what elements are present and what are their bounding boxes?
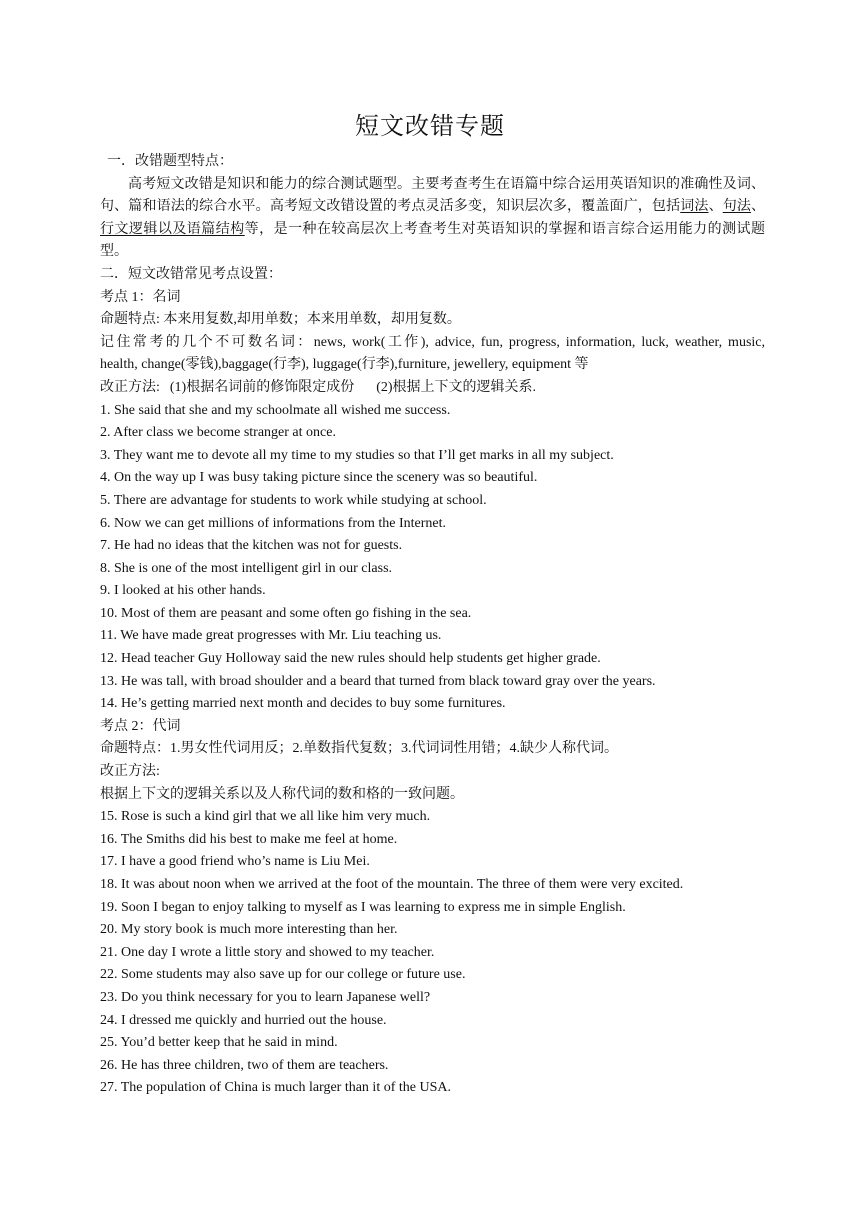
list-item: 18. It was about noon when we arrived at the foot of the mountain. The three of them were very excited. [100,877,684,892]
list-item: 19. Soon I began to enjoy talking to myself as I was learning to express me in simple English. [100,899,626,915]
section1-heading: 一．改错题型特点： [107,154,233,169]
paragraph-text-a: 高考短文改错是知识和能力的综合测试题型。主要考查考生在语篇中综合运用英语知识的准确性及词、句、篇和语法的综合水平。高考短文改错设置的考点灵活多变，知识层次多，覆盖面广，包括 [100,176,765,215]
list-item: 7. He had no ideas that the kitchen was not for guests. [100,538,403,554]
list-item: 11. We have made great progresses with Mr. Liu teaching us. [100,628,442,644]
separator: 、 [708,199,723,215]
list-item: 22. Some students may also save up for our college or future use. [100,967,466,983]
list-item: 2. After class we become stranger at once. [100,425,336,441]
list-item: 13. He was tall, with broad shoulder and a beard that turned from black toward gray over the years. [100,673,656,689]
list-item: 15. Rose is such a kind girl that we all like him very much. [100,809,431,825]
list-item: 10. Most of them are peasant and some often go fishing in the sea. [100,605,472,621]
list-item: 6. Now we can get millions of informations from the Internet. [100,515,447,531]
exercise-list-1 [100,400,765,716]
list-item: 5. There are advantage for students to work while studying at school. [100,492,487,508]
paragraph-text-b: 等，是一种在较高层次上考查考生对英语知识的掌握和语言综合运用能力的测试题型。 [100,221,766,260]
point1-method [100,377,765,400]
list-item: 20. My story book is much more interesting than her. [100,922,398,938]
underlined-term-cifa: 词法 [680,199,709,215]
underlined-term-jufa: 句法 [722,199,752,215]
list-item: 12. Head teacher Guy Holloway said the new rules should help students get higher grade. [100,651,601,667]
list-item: 4. On the way up I was busy taking picture since the scenery was so beautiful. [100,470,538,486]
list-item: 17. I have a good friend who’s name is Liu Mei. [100,854,370,870]
page-title: 短文改错专题 [355,114,505,140]
list-item: 25. You’d better keep that he said in mind. [100,1035,338,1051]
list-item: 21. One day I wrote a little story and showed to my teacher. [100,944,435,960]
uncountable-nouns-line2: health, change(零钱),baggage(行李), luggage(行李),furniture, jewellery, equipment 等 [100,357,589,373]
list-item: 1. She said that she and my schoolmate all wished me success. [100,402,451,418]
list-item: 26. He has three children, two of them are teachers. [100,1057,389,1073]
underlined-term-logic: 行文逻辑以及语篇结构 [100,221,245,237]
list-item: 24. I dressed me quickly and hurried out the house. [100,1012,387,1028]
list-item: 14. He’s getting married next month and decides to buy some furnitures. [100,696,506,712]
list-item: 8. She is one of the most intelligent girl in our class. [100,560,393,576]
list-item: 9. I looked at his other hands. [100,583,266,599]
list-item: 3. They want me to devote all my time to my studies so that I’ll get marks in all my subject. [100,447,614,463]
method-1: (1)根据名词前的修饰限定成份 [169,379,355,395]
section2-heading: 二．短文改错常见考点设置： [100,266,282,282]
section1-paragraph [100,174,765,264]
point2-method-text: 根据上下文的逻辑关系以及人称代词的数和格的一致问题。 [100,786,464,802]
list-item: 27. The population of China is much larger than it of the USA. [100,1080,451,1096]
point1-heading: 考点 1：名词 [100,289,181,305]
point2-method-label: 改正方法: [100,764,160,780]
point2-feature: 命题特点：1.男女性代词用反；2.单数指代复数；3.代词词性用错；4.缺少人称代词。 [100,741,618,757]
separator: 、 [751,199,766,215]
point2-heading: 考点 2：代词 [100,718,181,734]
list-item: 23. Do you think necessary for you to learn Japanese well? [100,989,431,1005]
point1-feature: 命题特点: 本来用复数,却用单数；本来用单数，却用复数。 [100,312,461,328]
document-body [100,151,765,1100]
method-2: (2)根据上下文的逻辑关系. [376,379,537,395]
method-label: 改正方法: [100,379,160,395]
exercise-list-2 [100,806,765,1100]
uncountable-nouns-line1: 记住常考的几个不可数名词：news, work(工作), advice, fun, progress, information, luck, weather, music, [100,334,765,350]
list-item: 16. The Smiths did his best to make me feel at home. [100,831,398,847]
